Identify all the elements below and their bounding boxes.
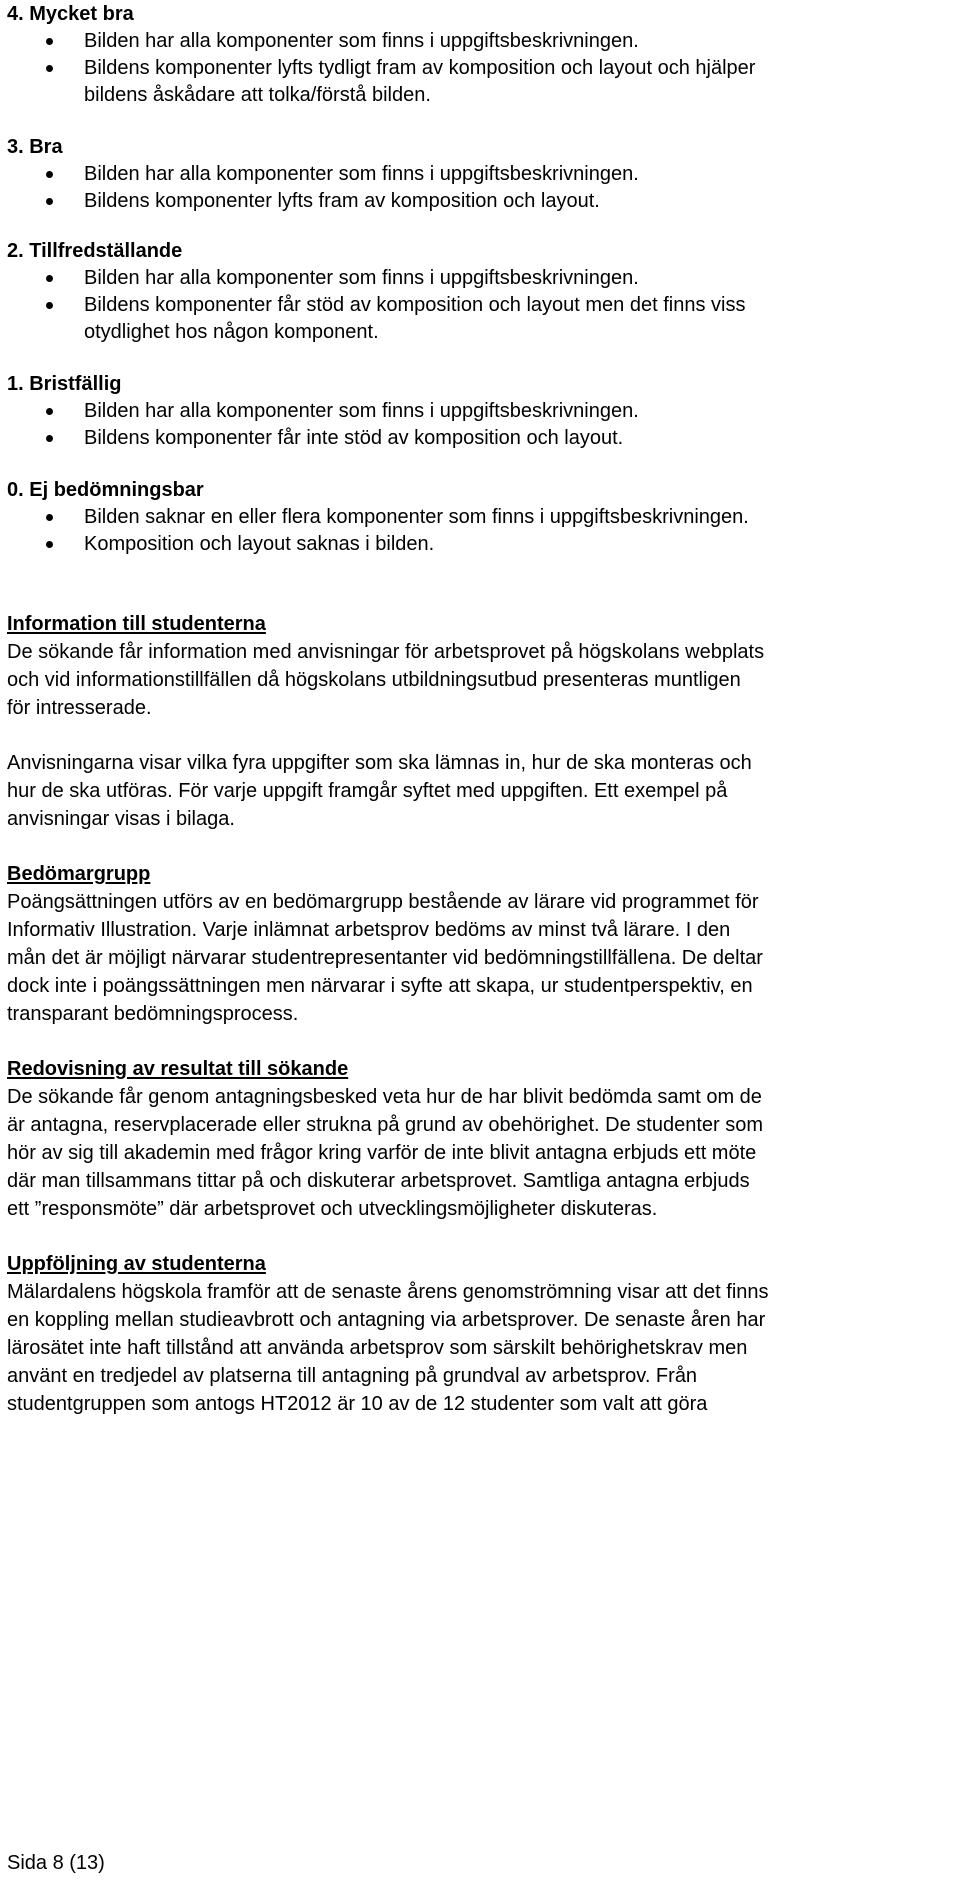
page-number: Sida 8 (13) (7, 1852, 105, 1874)
bullet-dot-icon (46, 408, 53, 415)
grade-title: 2. Tillfredställande (7, 240, 183, 262)
bullet-item: Komposition och layout saknas i bilden. (7, 531, 947, 558)
bullet-list (7, 28, 947, 109)
bullet-item: Bildens komponenter lyfts tydligt fram av komposition och layout och hjälper bildens åskådare att tolka/förstå bilden. (7, 55, 947, 109)
bullet-list (7, 504, 947, 558)
bullet-dot-icon (46, 514, 53, 521)
bullet-dot-icon (46, 275, 53, 282)
section-bedomargrupp (7, 860, 947, 1028)
grade-2 (7, 237, 947, 346)
bullet-list (7, 398, 947, 452)
bullet-dot-icon (46, 302, 53, 309)
bullet-item: Bilden har alla komponenter som finns i uppgiftsbeskrivningen. (7, 265, 947, 292)
grade-3 (7, 133, 947, 215)
bullet-dot-icon (46, 198, 53, 205)
section-heading: Bedömargrupp (7, 863, 151, 885)
bullet-item: Bildens komponenter lyfts fram av komposition och layout. (7, 188, 947, 215)
grade-4 (7, 0, 947, 109)
bullet-dot-icon (46, 171, 53, 178)
bullet-dot-icon (46, 38, 53, 45)
grade-title: 4. Mycket bra (7, 3, 134, 25)
section-redovisning (7, 1055, 947, 1223)
paragraph: Poängsättningen utförs av en bedömargrupp bestående av lärare vid programmet för Informativ Illustration. Varje inlämnat arbetsprov bedöms av minst två lärare. I den mån det är möjligt närvarar studentrepresentanter vid bedömningstillfällena. De deltar dock inte i poängssättningen men närvarar i syfte att skapa, ur studentperspektiv, en transparant bedömningsprocess. (7, 891, 763, 1025)
section-heading: Redovisning av resultat till sökande (7, 1058, 349, 1080)
paragraph: Mälardalens högskola framför att de senaste årens genomströmning visar att det finns en koppling mellan studieavbrott och antagning via arbetsprover. De senaste åren har lärosätet inte haft tillstånd att använda arbetsprov som särskilt behörighetskrav men använt en tredjedel av platserna till antagning på grundval av arbetsprov. Från studentgruppen som antogs HT2012 är 10 av de 12 studenter som valt att göra (7, 1281, 769, 1415)
bullet-item: Bilden har alla komponenter som finns i uppgiftsbeskrivningen. (7, 28, 947, 55)
bullet-item: Bilden saknar en eller flera komponenter som finns i uppgiftsbeskrivningen. (7, 504, 947, 531)
grade-title: 1. Bristfällig (7, 373, 122, 395)
bullet-item: Bildens komponenter får stöd av komposition och layout men det finns viss otydlighet hos någon komponent. (7, 292, 947, 346)
grade-1 (7, 370, 947, 452)
paragraph: Anvisningarna visar vilka fyra uppgifter som ska lämnas in, hur de ska monteras och hur de ska utföras. För varje uppgift framgår syftet med uppgiften. Ett exempel på anvisningar visas i bilaga. (7, 752, 752, 830)
section-information (7, 610, 947, 833)
bullet-dot-icon (46, 435, 53, 442)
document-page (7, 0, 947, 1418)
bullet-item: Bildens komponenter får inte stöd av komposition och layout. (7, 425, 947, 452)
bullet-list (7, 265, 947, 346)
grade-title: 3. Bra (7, 136, 63, 158)
paragraph: De sökande får genom antagningsbesked veta hur de har blivit bedömda samt om de är antagna, reservplacerade eller strukna på grund av obehörighet. De studenter som hör av sig till akademin med frågor kring varför de inte blivit antagna erbjuds ett möte där man tillsammans tittar på och diskuterar arbetsprovet. Samtliga antagna erbjuds ett ”responsmöte” där arbetsprovet och utvecklingsmöjligheter diskuteras. (7, 1086, 764, 1220)
bullet-item: Bilden har alla komponenter som finns i uppgiftsbeskrivningen. (7, 398, 947, 425)
section-heading: Uppföljning av studenterna (7, 1253, 266, 1275)
section-uppfoljning (7, 1250, 947, 1418)
bullet-list (7, 161, 947, 215)
bullet-item: Bilden har alla komponenter som finns i uppgiftsbeskrivningen. (7, 161, 947, 188)
bullet-dot-icon (46, 541, 53, 548)
bullet-dot-icon (46, 65, 53, 72)
grade-0 (7, 476, 947, 558)
section-heading: Information till studenterna (7, 613, 266, 635)
paragraph: De sökande får information med anvisningar för arbetsprovet på högskolans webplats och vid informationstillfällen då högskolans utbildningsutbud presenteras muntligen för intresserade. (7, 641, 765, 719)
grade-title: 0. Ej bedömningsbar (7, 479, 204, 501)
